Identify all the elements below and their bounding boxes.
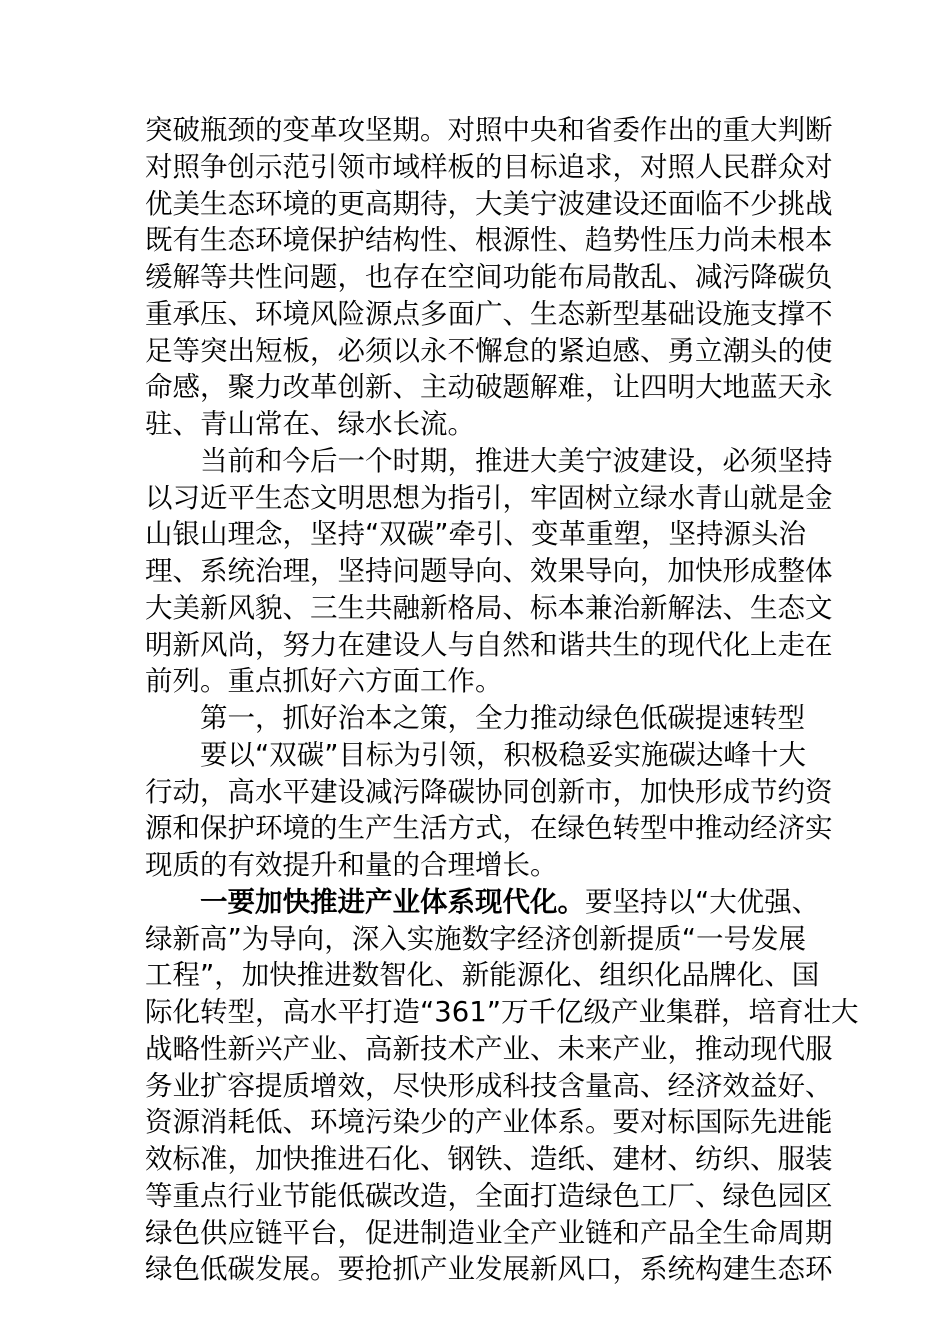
text-line: 理、系统治理，坚持问题导向、效果导向，加快形成整体 [145, 555, 833, 587]
text-line: 既有生态环境保护结构性、根源性、趋势性压力尚未根本 [145, 224, 833, 257]
text-line: 重承压、环境风险源点多面广、生态新型基础设施支撑不 [145, 297, 833, 330]
bold-lead-in: 一要加快推进产业体系现代化。 [200, 885, 585, 918]
text-line: 以习近平生态文明思想为指引，牢固树立绿水青山就是金 [145, 481, 833, 514]
text-line: 绿色供应链平台，促进制造业全产业链和产品全生命周期 [145, 1216, 833, 1249]
text-line: 大美新风貌、三生共融新格局、标本兼治新解法、生态文 [145, 591, 833, 624]
text-line: 战略性新兴产业、高新技术产业、未来产业，推动现代服 [145, 1032, 833, 1065]
text-line: 绿新高”为导向，深入实施数字经济创新提质“一号发展 [145, 922, 806, 955]
text-line: 务业扩容提质增效，尽快形成科技含量高、经济效益好、 [145, 1069, 833, 1102]
paragraph-first-line [145, 884, 820, 921]
text-line: 等重点行业节能低碳改造，全面打造绿色工厂、绿色园区 [145, 1179, 833, 1212]
paragraph-first-line: 当前和今后一个时期，推进大美宁波建设，必须坚持 [200, 444, 833, 477]
paragraph-first-line: 要以“双碳”目标为引领，积极稳妥实施碳达峰十大 [200, 738, 806, 771]
section-heading: 第一，抓好治本之策，全力推动绿色低碳提速转型 [200, 702, 805, 734]
text-line: 资源消耗低、环境污染少的产业体系。要对标国际先进能 [145, 1106, 833, 1139]
text-line: 山银山理念，坚持“双碳”牵引、变革重塑，坚持源头治 [145, 518, 806, 551]
text-line: 优美生态环境的更高期待，大美宁波建设还面临不少挑战 [145, 187, 833, 220]
text-line: 际化转型，高水平打造“361”万千亿级产业集群，培育壮大 [145, 996, 859, 1028]
text-line: 缓解等共性问题，也存在空间功能布局散乱、减污降碳负 [145, 261, 833, 293]
document-body [145, 112, 859, 1288]
text-line: 对照争创示范引领市域样板的目标追求，对照人民群众对 [145, 150, 833, 183]
text-line: 突破瓶颈的变革攻坚期。对照中央和省委作出的重大判断 [145, 114, 833, 146]
text-line: 足等突出短板，必须以永不懈怠的紧迫感、勇立潮头的使 [145, 334, 833, 367]
text-line: 现质的有效提升和量的合理增长。 [145, 849, 558, 881]
text-line: 驻、青山常在、绿水长流。 [145, 408, 475, 440]
text-line: 绿色低碳发展。要抢抓产业发展新风口，系统构建生态环 [145, 1253, 833, 1286]
text-line: 明新风尚，努力在建设人与自然和谐共生的现代化上走在 [145, 628, 833, 661]
text-line: 效标准，加快推进石化、钢铁、造纸、建材、纺织、服装 [145, 1143, 833, 1175]
text-line: 工程”，加快推进数智化、新能源化、组织化品牌化、国 [145, 959, 820, 992]
text-line: 前列。重点抓好六方面工作。 [145, 665, 503, 698]
text-line-rest: 要坚持以“大优强、 [585, 885, 820, 918]
text-line: 行动，高水平建设减污降碳协同创新市，加快形成节约资 [145, 775, 833, 808]
text-line: 命感，聚力改革创新、主动破题解难，让四明大地蓝天永 [145, 371, 833, 404]
text-line: 源和保护环境的生产生活方式，在绿色转型中推动经济实 [145, 812, 833, 845]
